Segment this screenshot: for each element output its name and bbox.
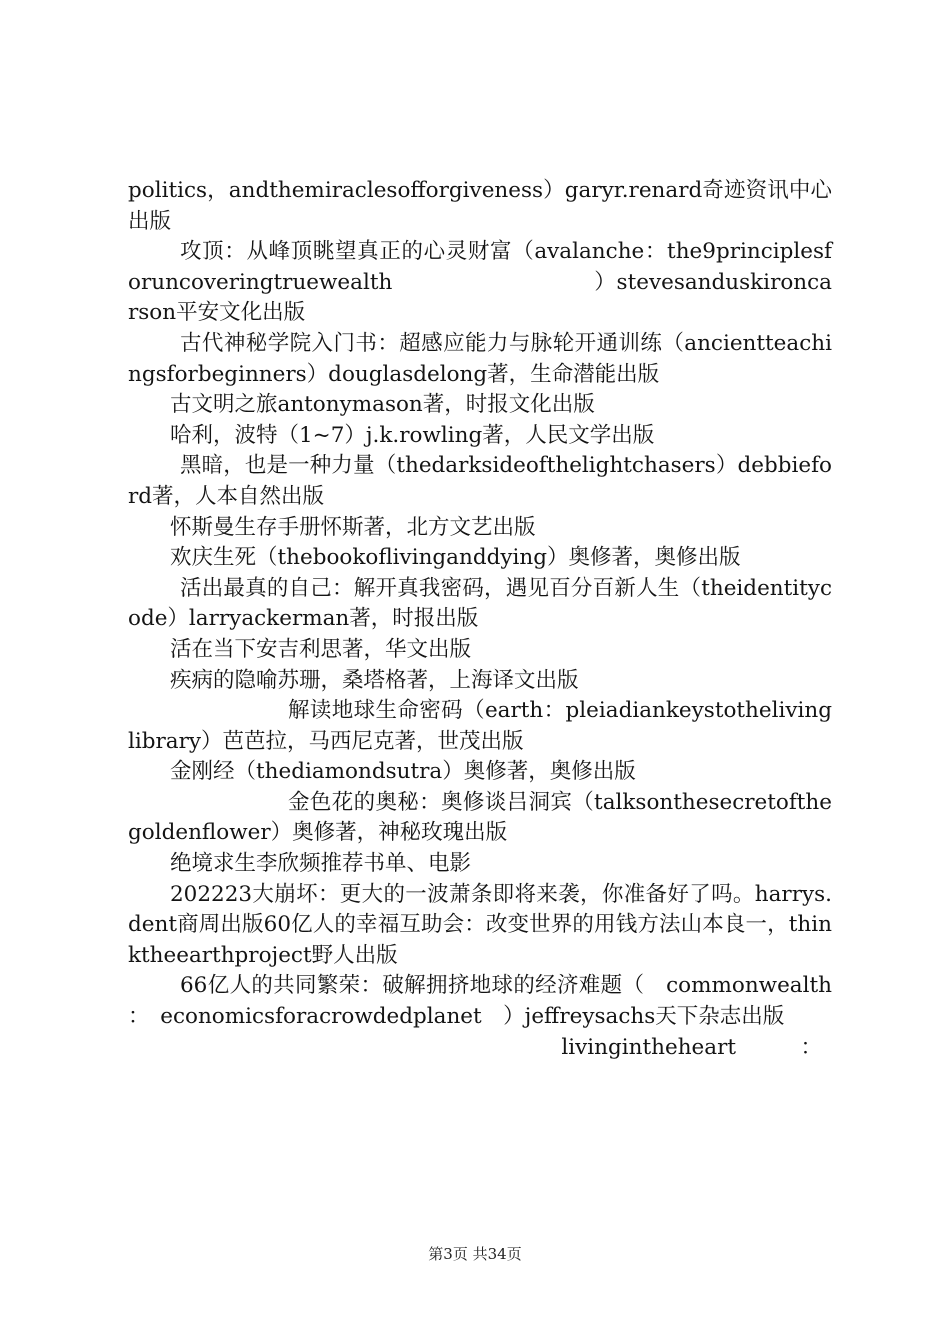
paragraph-18: livingintheheart ： <box>561 1034 822 1060</box>
paragraph-14: 金色花的奥秘：奥修谈吕洞宾（talksonthesecretofthegoldenflower）奥修著，神秘玫瑰出版 <box>128 789 832 846</box>
paragraph-5: 哈利，波特（1~7）j.k.rowling著，人民文学出版 <box>170 422 655 448</box>
paragraph-12: 解读地球生命密码（earth：pleiadiankeystothelivinglibrary）芭芭拉，马西尼克著，世茂出版 <box>128 698 832 754</box>
paragraph-10: 活在当下安吉利思著，华文出版 <box>170 636 472 662</box>
paragraph-3: 古代神秘学院入门书：超感应能力与脉轮开通训练（ancientteachingsforbeginners）douglasdelong著，生命潜能出版 <box>128 330 832 387</box>
paragraph-9: 活出最真的自己：解开真我密码，遇见百分百新人生（theidentitycode）larryackerman著，时报出版 <box>128 575 832 632</box>
document-body <box>128 176 854 1063</box>
paragraph-15: 绝境求生李欣频推荐书单、电影 <box>170 851 472 877</box>
paragraph-13: 金刚经（thediamondsutra）奥修著，奥修出版 <box>170 759 636 785</box>
paragraph-17: 66亿人的共同繁荣：破解拥挤地球的经济难题（ commonwealth ： economicsforacrowdedplanet ）jeffreysachs天下杂志出版 <box>128 973 854 1030</box>
paragraph-8: 欢庆生死（thebookoflivinganddying）奥修著，奥修出版 <box>170 545 741 571</box>
paragraph-4: 古文明之旅antonymason著，时报文化出版 <box>170 392 595 418</box>
page-footer: 第3页 共34页 <box>428 1245 522 1263</box>
paragraph-11: 疾病的隐喻苏珊，桑塔格著，上海译文出版 <box>170 667 579 693</box>
paragraph-1: politics，andthemiraclesofforgiveness）garyr.renard奇迹资讯中心出版 <box>128 178 832 234</box>
paragraph-6: 黑暗，也是一种力量（thedarksideofthelightchasers）debbieford著，人本自然出版 <box>128 453 832 509</box>
paragraph-16: 202223大崩坏：更大的一波萧条即将来袭，你准备好了吗。harrys.dent商周出版60亿人的幸福互助会：改变世界的用钱方法山本良一，thinktheearthproject野人出版 <box>128 881 832 968</box>
paragraph-2: 攻顶：从峰顶眺望真正的心灵财富（avalanche：the9principlesforuncoveringtruewealth ）stevesanduskironcarson平安文化出版 <box>128 239 832 326</box>
paragraph-7: 怀斯曼生存手册怀斯著，北方文艺出版 <box>170 514 536 540</box>
